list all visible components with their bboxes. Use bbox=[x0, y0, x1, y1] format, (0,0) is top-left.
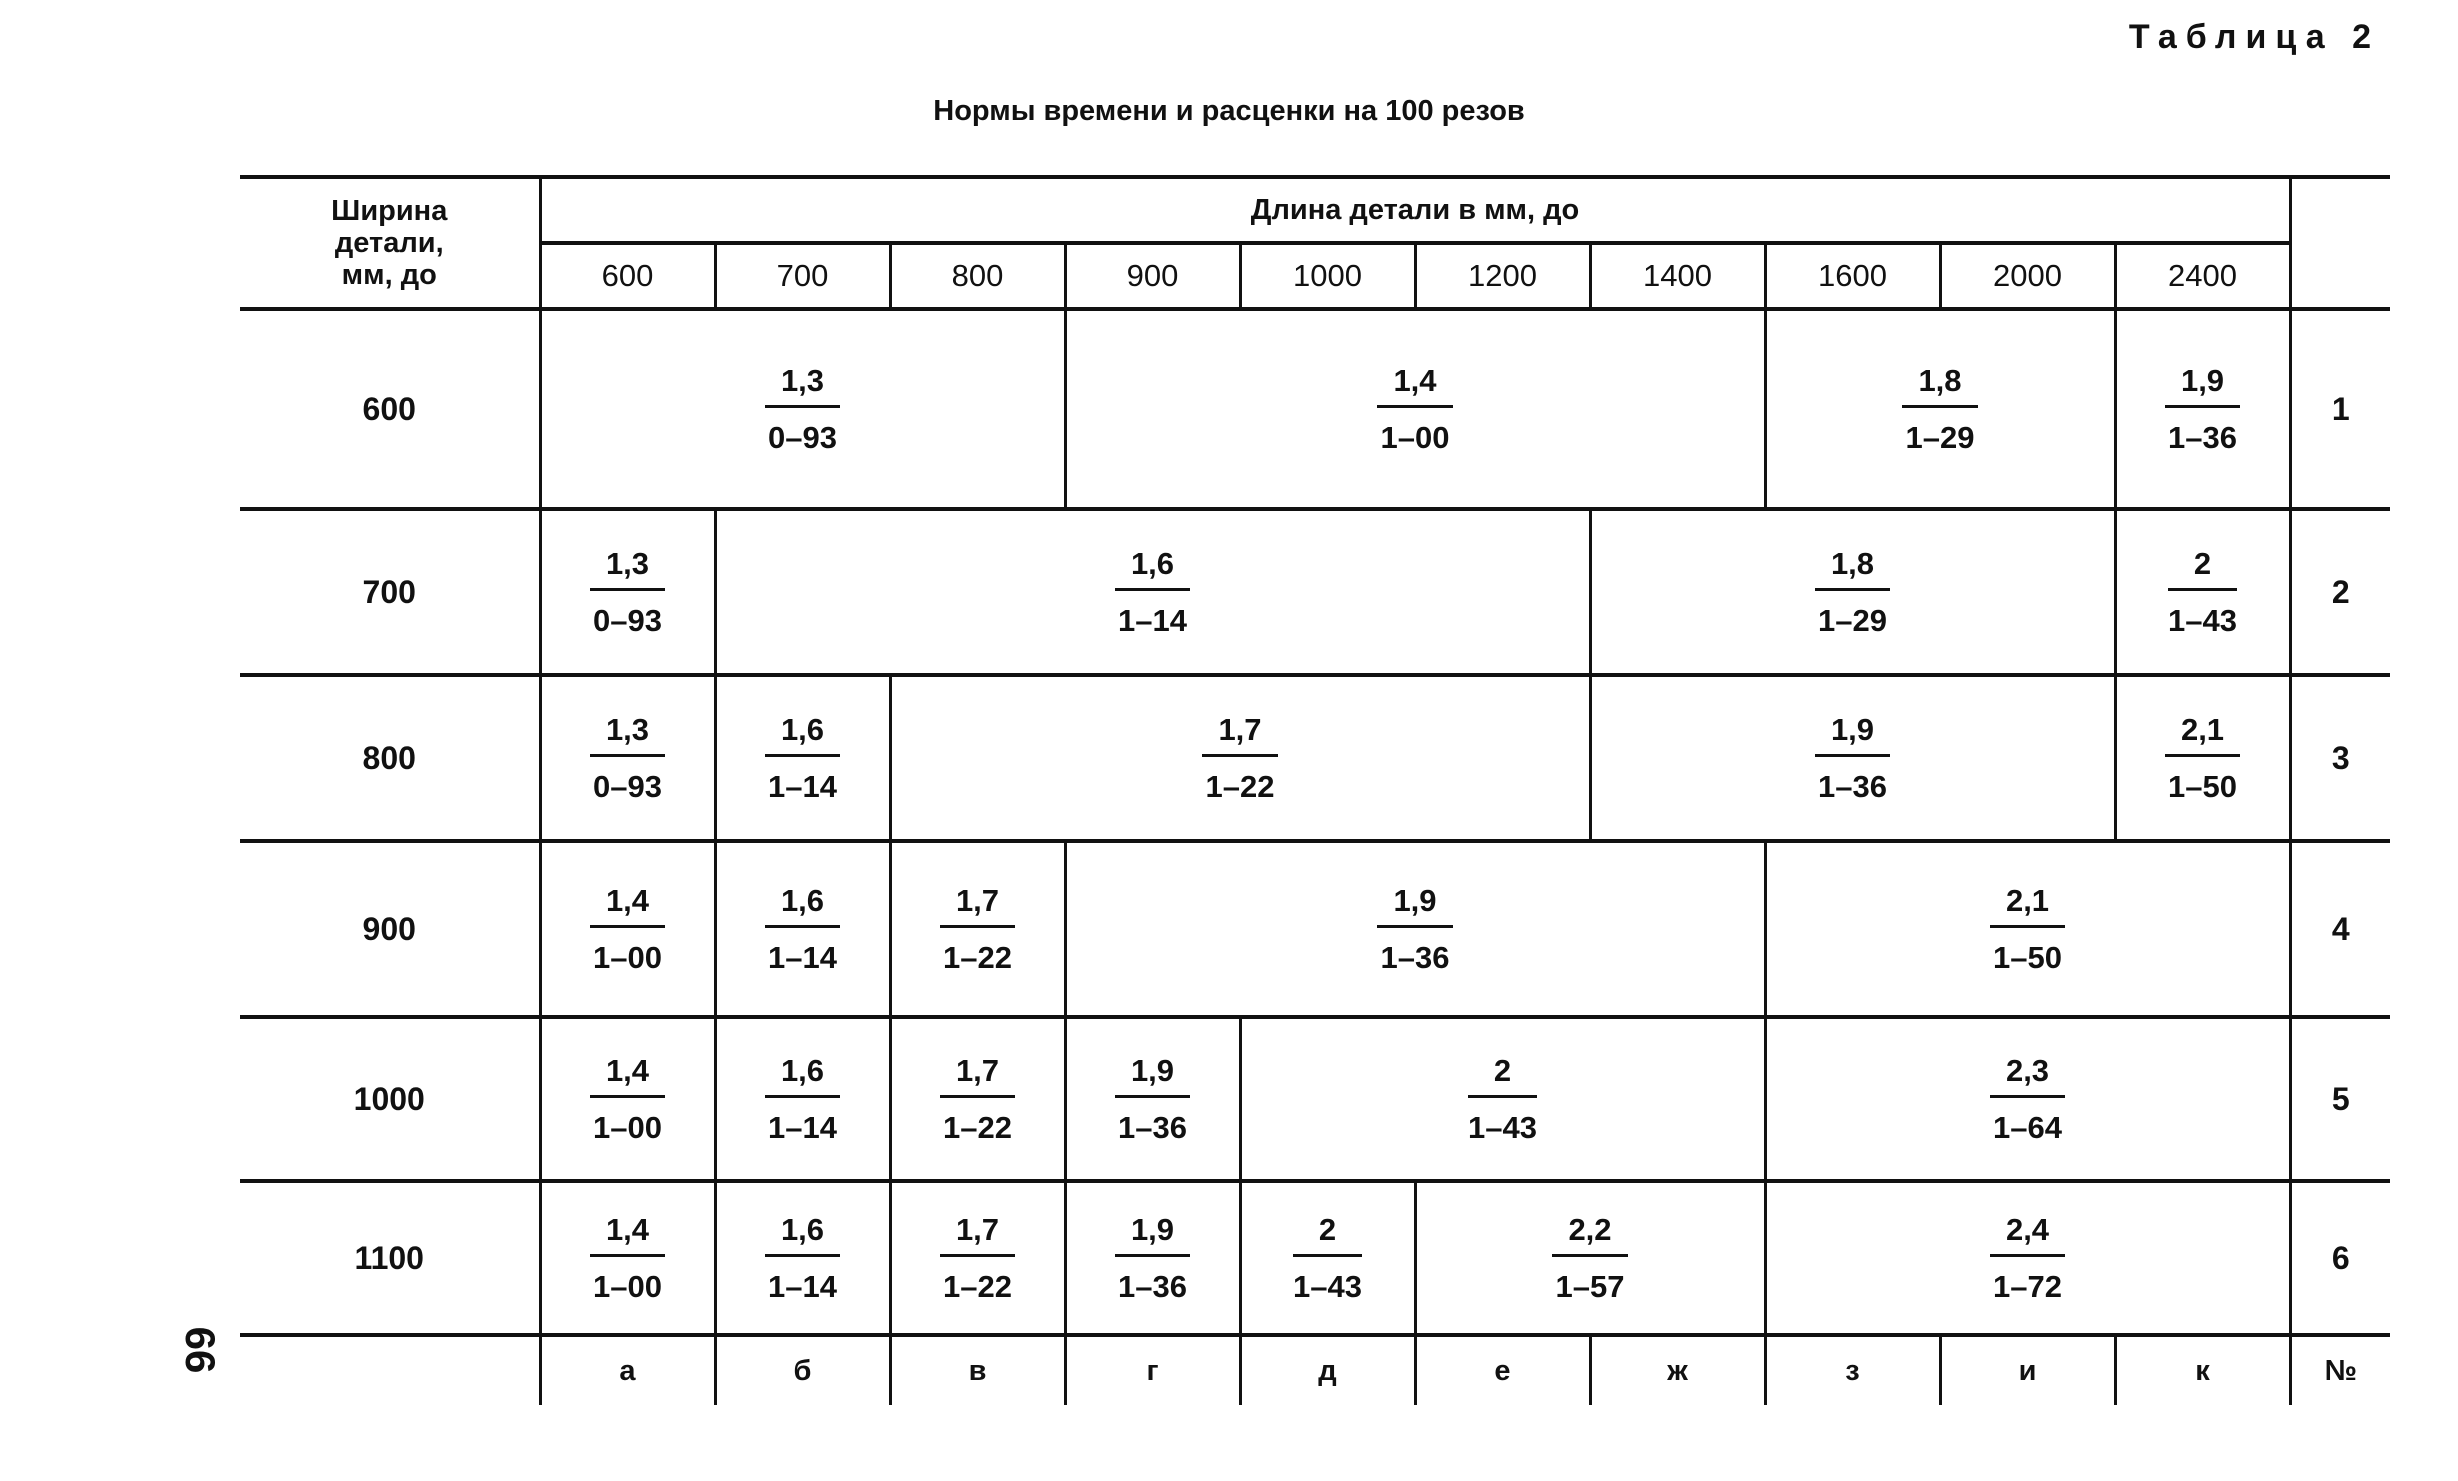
norm-fraction bbox=[1990, 881, 2065, 978]
norm-time: 2,1 bbox=[1990, 881, 2065, 928]
table-row bbox=[240, 509, 2390, 675]
norm-time: 2,2 bbox=[1552, 1210, 1627, 1257]
norm-fraction bbox=[1815, 544, 1890, 641]
norm-fraction bbox=[1115, 544, 1190, 641]
norm-price: 1–72 bbox=[1993, 1268, 2062, 1304]
norm-cell bbox=[540, 675, 715, 841]
norm-cell bbox=[540, 841, 715, 1017]
norm-price: 1–14 bbox=[768, 939, 837, 975]
norm-cell bbox=[1240, 1017, 1765, 1181]
norm-time: 1,4 bbox=[590, 1051, 665, 1098]
norm-time: 2 bbox=[2168, 544, 2237, 591]
norms-table bbox=[240, 175, 2390, 1405]
width-header-line: Ширина bbox=[331, 195, 448, 227]
norm-fraction bbox=[1115, 1210, 1190, 1307]
length-header-cell: 900 bbox=[1065, 243, 1240, 309]
norm-time: 1,4 bbox=[1377, 361, 1452, 408]
norm-time: 1,9 bbox=[1115, 1051, 1190, 1098]
norm-cell bbox=[715, 675, 890, 841]
table-row bbox=[240, 1017, 2390, 1181]
column-letter-cell: и bbox=[1940, 1335, 2115, 1405]
table-row bbox=[240, 675, 2390, 841]
norm-fraction bbox=[940, 1210, 1015, 1307]
row-number-cell: 5 bbox=[2290, 1017, 2390, 1181]
norms-table-body bbox=[240, 177, 2390, 1405]
row-width-cell: 900 bbox=[240, 841, 540, 1017]
norm-fraction bbox=[765, 1210, 840, 1307]
norm-cell bbox=[540, 509, 715, 675]
length-header-cell: 700 bbox=[715, 243, 890, 309]
norm-cell bbox=[1240, 1181, 1415, 1335]
norm-time: 1,9 bbox=[1377, 881, 1452, 928]
row-width-cell: 600 bbox=[240, 309, 540, 509]
norm-price: 1–36 bbox=[2168, 419, 2237, 455]
norm-price: 1–43 bbox=[1468, 1109, 1537, 1145]
length-header-cell: 2400 bbox=[2115, 243, 2290, 309]
norm-time: 1,7 bbox=[940, 881, 1015, 928]
norm-fraction bbox=[590, 1051, 665, 1148]
norm-price: 1–36 bbox=[1818, 768, 1887, 804]
column-letter-cell: е bbox=[1415, 1335, 1590, 1405]
norm-fraction bbox=[1293, 1210, 1362, 1307]
norm-fraction bbox=[1552, 1210, 1627, 1307]
norm-cell bbox=[715, 841, 890, 1017]
norm-time: 1,3 bbox=[590, 710, 665, 757]
norm-cell bbox=[715, 1017, 890, 1181]
norm-fraction bbox=[590, 544, 665, 641]
table-label: Таблица 2 bbox=[2128, 18, 2380, 56]
norm-price: 1–14 bbox=[768, 768, 837, 804]
norm-time: 1,3 bbox=[590, 544, 665, 591]
norm-cell bbox=[890, 675, 1590, 841]
norm-fraction bbox=[590, 1210, 665, 1307]
column-letter-row bbox=[240, 1335, 2390, 1405]
norm-cell bbox=[1765, 1181, 2290, 1335]
norm-price: 1–22 bbox=[1205, 768, 1275, 804]
norm-price: 1–64 bbox=[1993, 1109, 2062, 1145]
norm-cell bbox=[1765, 1017, 2290, 1181]
norm-fraction bbox=[765, 361, 840, 458]
column-letter-cell: а bbox=[540, 1335, 715, 1405]
norm-fraction bbox=[1990, 1051, 2065, 1148]
page-number: 66 bbox=[177, 1326, 224, 1374]
norm-fraction bbox=[1990, 1210, 2065, 1307]
norm-time: 1,4 bbox=[590, 1210, 665, 1257]
width-header-line: детали, bbox=[334, 227, 444, 259]
norm-price: 0–93 bbox=[593, 768, 662, 804]
length-header: Длина детали в мм, до bbox=[540, 177, 2290, 243]
table-row bbox=[240, 309, 2390, 509]
column-letter-cell: ж bbox=[1590, 1335, 1765, 1405]
norm-time: 1,8 bbox=[1902, 361, 1977, 408]
norm-fraction bbox=[2165, 361, 2240, 458]
norm-time: 2 bbox=[1293, 1210, 1362, 1257]
norm-price: 1–29 bbox=[1905, 419, 1975, 455]
norm-time: 2,3 bbox=[1990, 1051, 2065, 1098]
column-letter-cell: г bbox=[1065, 1335, 1240, 1405]
row-number-cell: 4 bbox=[2290, 841, 2390, 1017]
norm-price: 1–50 bbox=[1993, 939, 2062, 975]
norm-time: 1,7 bbox=[940, 1051, 1015, 1098]
row-number-cell: 1 bbox=[2290, 309, 2390, 509]
length-header-cell: 1000 bbox=[1240, 243, 1415, 309]
norm-fraction bbox=[1815, 710, 1890, 807]
norm-fraction bbox=[2168, 544, 2237, 641]
norm-time: 1,4 bbox=[590, 881, 665, 928]
header-number-blank bbox=[2290, 177, 2390, 309]
norm-cell bbox=[890, 1181, 1065, 1335]
norm-fraction bbox=[1902, 361, 1977, 458]
norm-cell bbox=[2115, 309, 2290, 509]
width-header-line: мм, до bbox=[341, 259, 437, 291]
row-number-cell: 3 bbox=[2290, 675, 2390, 841]
norm-cell bbox=[540, 1181, 715, 1335]
norm-price: 1–22 bbox=[943, 1268, 1012, 1304]
norm-cell bbox=[1065, 1017, 1240, 1181]
norm-cell bbox=[1590, 675, 2115, 841]
norm-cell bbox=[1765, 841, 2290, 1017]
norm-price: 1–43 bbox=[2168, 602, 2237, 638]
norm-fraction bbox=[765, 881, 840, 978]
table-row bbox=[240, 1181, 2390, 1335]
norm-cell bbox=[1065, 1181, 1240, 1335]
norm-time: 1,8 bbox=[1815, 544, 1890, 591]
norm-fraction bbox=[1377, 361, 1452, 458]
norm-cell bbox=[2115, 509, 2290, 675]
row-width-cell: 700 bbox=[240, 509, 540, 675]
norm-fraction bbox=[1468, 1051, 1537, 1148]
norm-price: 0–93 bbox=[593, 602, 662, 638]
norm-time: 2,4 bbox=[1990, 1210, 2065, 1257]
column-letter-cell: б bbox=[715, 1335, 890, 1405]
norm-fraction bbox=[1377, 881, 1452, 978]
column-letter-cell: в bbox=[890, 1335, 1065, 1405]
norm-fraction bbox=[2165, 710, 2240, 807]
letter-row-blank bbox=[240, 1335, 540, 1405]
length-header-cell: 800 bbox=[890, 243, 1065, 309]
norm-cell bbox=[715, 509, 1590, 675]
norm-price: 1–36 bbox=[1118, 1109, 1187, 1145]
norm-price: 1–14 bbox=[768, 1109, 837, 1145]
norm-time: 1,3 bbox=[765, 361, 840, 408]
row-number-cell: 6 bbox=[2290, 1181, 2390, 1335]
norm-time: 1,9 bbox=[2165, 361, 2240, 408]
norm-price: 1–00 bbox=[593, 939, 662, 975]
row-number-cell: 2 bbox=[2290, 509, 2390, 675]
norm-fraction bbox=[765, 1051, 840, 1148]
norm-fraction bbox=[590, 881, 665, 978]
norm-cell bbox=[715, 1181, 890, 1335]
norm-time: 1,6 bbox=[765, 1051, 840, 1098]
norm-price: 1–36 bbox=[1380, 939, 1450, 975]
length-header-cell: 1400 bbox=[1590, 243, 1765, 309]
table-row bbox=[240, 841, 2390, 1017]
norm-price: 1–00 bbox=[1380, 419, 1450, 455]
norm-time: 1,9 bbox=[1115, 1210, 1190, 1257]
length-header-cell: 1200 bbox=[1415, 243, 1590, 309]
norm-time: 1,6 bbox=[1115, 544, 1190, 591]
norm-price: 1–22 bbox=[943, 939, 1012, 975]
norm-time: 1,7 bbox=[1202, 710, 1277, 757]
norm-time: 1,6 bbox=[765, 881, 840, 928]
norm-cell bbox=[1590, 509, 2115, 675]
row-width-cell: 1100 bbox=[240, 1181, 540, 1335]
norm-cell bbox=[540, 1017, 715, 1181]
norm-time: 2 bbox=[1468, 1051, 1537, 1098]
row-width-cell: 800 bbox=[240, 675, 540, 841]
width-header bbox=[240, 177, 540, 309]
norm-price: 1–00 bbox=[593, 1268, 662, 1304]
table-title: Нормы времени и расценки на 100 резов bbox=[933, 95, 1525, 127]
norm-price: 1–00 bbox=[593, 1109, 662, 1145]
norm-fraction bbox=[590, 710, 665, 807]
norm-cell bbox=[540, 309, 1065, 509]
column-letter-cell: д bbox=[1240, 1335, 1415, 1405]
norm-fraction bbox=[765, 710, 840, 807]
header-row-1 bbox=[240, 177, 2390, 243]
number-label-cell: № bbox=[2290, 1335, 2390, 1405]
length-header-row bbox=[240, 243, 2390, 309]
length-header-cell: 2000 bbox=[1940, 243, 2115, 309]
norm-price: 0–93 bbox=[768, 419, 837, 455]
row-width-cell: 1000 bbox=[240, 1017, 540, 1181]
norm-price: 1–14 bbox=[768, 1268, 837, 1304]
norm-fraction bbox=[1115, 1051, 1190, 1148]
length-header-cell: 600 bbox=[540, 243, 715, 309]
norm-price: 1–43 bbox=[1293, 1268, 1362, 1304]
norm-fraction bbox=[940, 1051, 1015, 1148]
norm-price: 1–22 bbox=[943, 1109, 1012, 1145]
length-header-cell: 1600 bbox=[1765, 243, 1940, 309]
norm-cell bbox=[1415, 1181, 1765, 1335]
norm-time: 1,7 bbox=[940, 1210, 1015, 1257]
norm-cell bbox=[2115, 675, 2290, 841]
norm-fraction bbox=[940, 881, 1015, 978]
norm-time: 1,6 bbox=[765, 1210, 840, 1257]
norm-price: 1–36 bbox=[1118, 1268, 1187, 1304]
column-letter-cell: з bbox=[1765, 1335, 1940, 1405]
norm-price: 1–57 bbox=[1555, 1268, 1625, 1304]
column-letter-cell: к bbox=[2115, 1335, 2290, 1405]
norm-cell bbox=[1065, 841, 1765, 1017]
norm-fraction bbox=[1202, 710, 1277, 807]
norm-time: 2,1 bbox=[2165, 710, 2240, 757]
norm-cell bbox=[1765, 309, 2115, 509]
norm-price: 1–50 bbox=[2168, 768, 2237, 804]
norm-time: 1,9 bbox=[1815, 710, 1890, 757]
norm-cell bbox=[890, 841, 1065, 1017]
norm-cell bbox=[890, 1017, 1065, 1181]
norm-time: 1,6 bbox=[765, 710, 840, 757]
norm-price: 1–29 bbox=[1818, 602, 1887, 638]
norm-price: 1–14 bbox=[1118, 602, 1187, 638]
norm-cell bbox=[1065, 309, 1765, 509]
